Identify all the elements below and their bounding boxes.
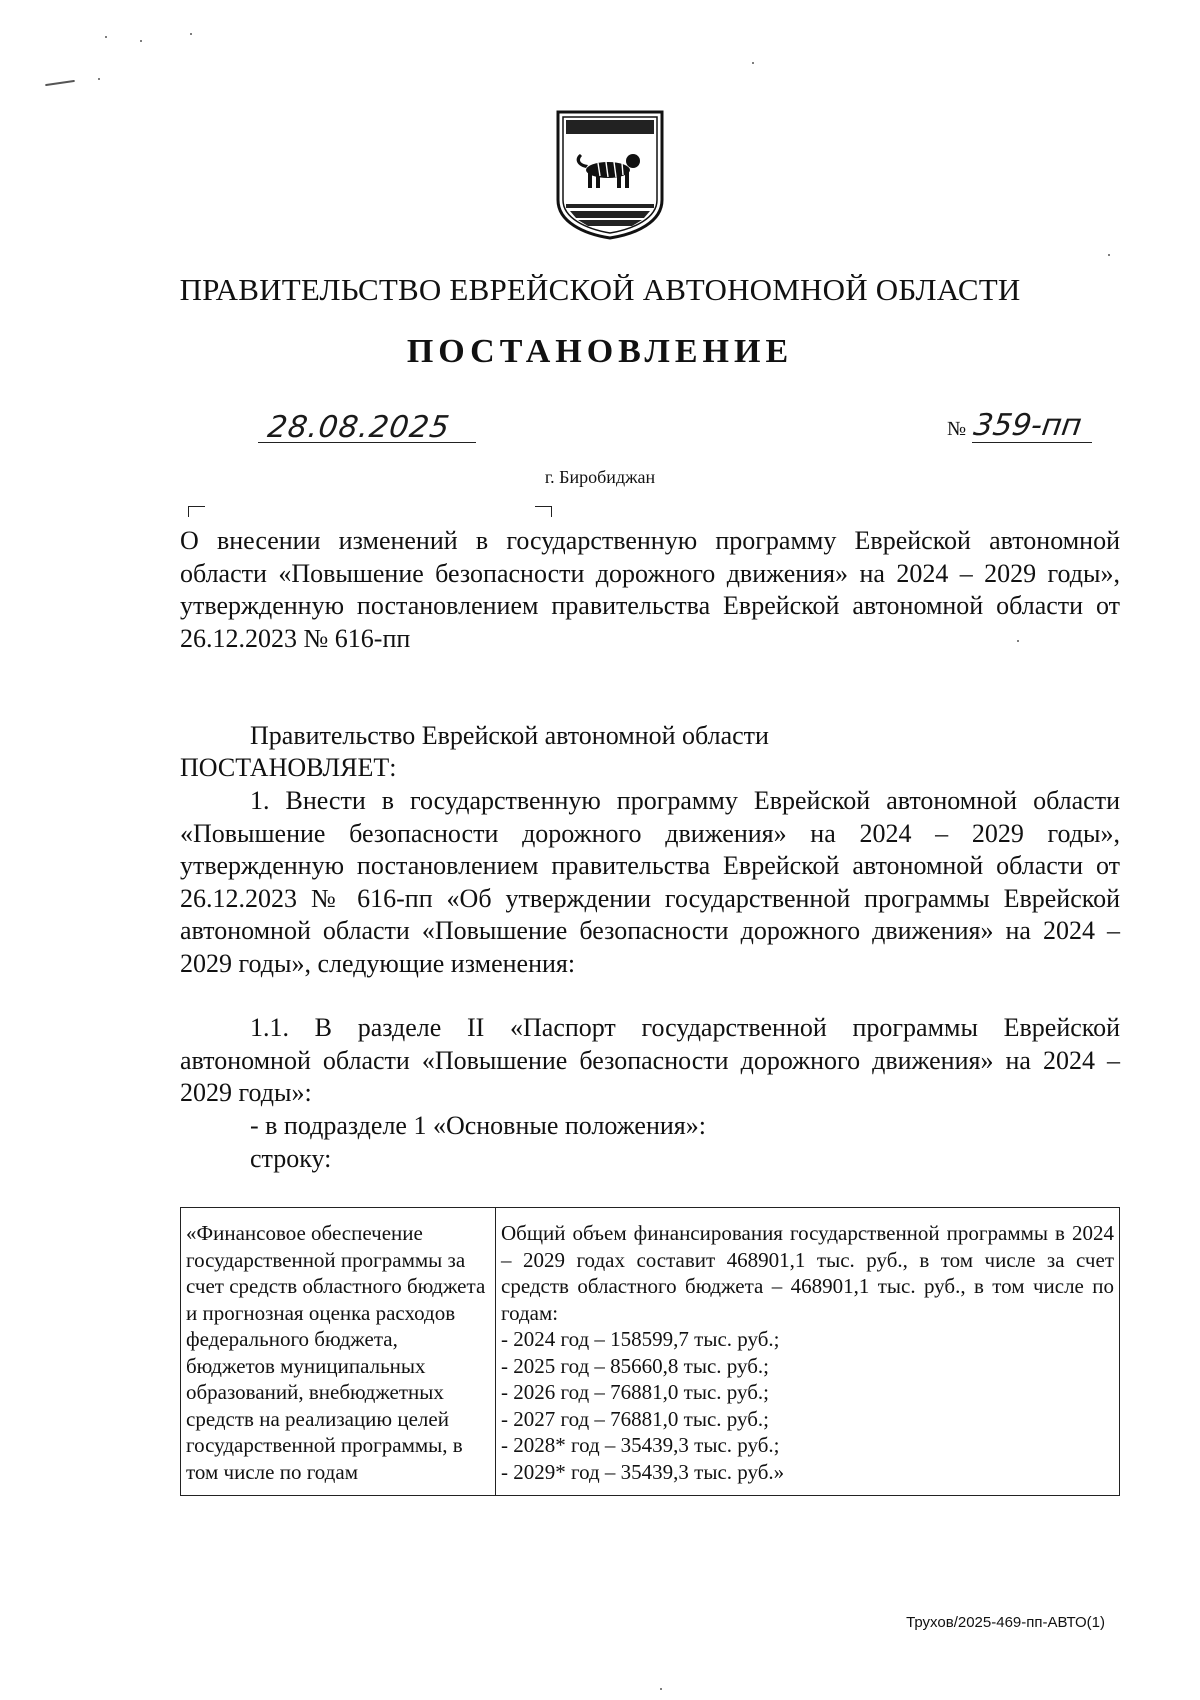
scan-speck bbox=[98, 78, 100, 80]
year-line: - 2026 год – 76881,0 тыс. руб.; bbox=[501, 1380, 769, 1404]
item-1-paragraph: 1. Внести в государственную программу Еврейской автономной области «Повышение безопасности дорожного движения» на 2024 – 2029 годы», утвержденную постановлением правительства Еврейской автономной области от 26.12.2023 № 616-пп «Об утверждении государственной программы Еврейской автономной области «Повышение безопасности дорожного движения» на 2024 – 2029 годы», следующие изменения: bbox=[180, 786, 1120, 978]
scan-speck bbox=[105, 36, 107, 38]
year-line: - 2024 год – 158599,7 тыс. руб.; bbox=[501, 1327, 780, 1351]
financing-table bbox=[180, 1207, 1120, 1496]
scan-speck bbox=[140, 40, 142, 42]
scan-speck bbox=[190, 33, 192, 35]
subject-bracket-left bbox=[188, 506, 205, 517]
year-line: - 2027 год – 76881,0 тыс. руб.; bbox=[501, 1406, 769, 1431]
number-label: № bbox=[947, 418, 967, 440]
financing-summary: Общий объем финансирования государственной программы в 2024 – 2029 годах составит 468901,1 тыс. руб., в том числе за счет средств областного бюджета – 468901,1 тыс. руб., в том числе по годам: bbox=[501, 1221, 1114, 1325]
organization-title: ПРАВИТЕЛЬСТВО ЕВРЕЙСКОЙ АВТОНОМНОЙ ОБЛАСТИ bbox=[179, 272, 1021, 307]
city-line: г. Биробиджан bbox=[544, 467, 656, 487]
body-decree: ПОСТАНОВЛЯЕТ: bbox=[180, 753, 397, 782]
subject-bracket-right bbox=[535, 506, 552, 517]
footer-code: Трухов/2025-469-пп-АВТО(1) bbox=[906, 1614, 1105, 1631]
year-line: - 2025 год – 85660,8 тыс. руб.; bbox=[501, 1353, 769, 1378]
subsection-line: - в подразделе 1 «Основные положения»: bbox=[250, 1111, 706, 1140]
row-label: строку: bbox=[250, 1144, 332, 1173]
year-line: - 2029* год – 35439,3 тыс. руб.» bbox=[501, 1459, 785, 1484]
document-subject: О внесении изменений в государственную программу Еврейской автономной области «Повышение безопасности дорожного движения» на 2024 – 2029 годы», утвержденную постановлением правительства Еврейской автономной области от 26.12.2023 № 616-пп bbox=[180, 526, 1120, 653]
table-cell-right bbox=[496, 1208, 1120, 1496]
scan-speck bbox=[660, 1688, 662, 1690]
handwritten-date: 28.08.2025 bbox=[265, 410, 453, 445]
date-underline bbox=[258, 442, 476, 443]
scan-speck bbox=[752, 62, 754, 64]
scan-speck bbox=[45, 80, 75, 86]
table-cell-left: «Финансовое обеспечение государственной программы за счет средств областного бюджета и прогнозная оценка расходов федерального бюджета, бюджетов муниципальных образований, внебюджетных средств на реализацию целей государственной программы, в том числе по годам bbox=[181, 1208, 496, 1496]
table-row bbox=[181, 1208, 1120, 1496]
document-type-title: ПОСТАНОВЛЕНИЕ bbox=[406, 333, 794, 370]
handwritten-number: 359-пп bbox=[971, 408, 1084, 443]
coat-of-arms-tiger-icon bbox=[554, 108, 666, 240]
number-underline bbox=[972, 442, 1092, 443]
year-line: - 2028* год – 35439,3 тыс. руб.; bbox=[501, 1433, 780, 1457]
item-1-1-paragraph: 1.1. В разделе II «Паспорт государственной программы Еврейской автономной области «Повышение безопасности дорожного движения» на 2024 – 2029 годы»: bbox=[180, 1013, 1120, 1107]
scan-speck bbox=[1108, 254, 1110, 256]
body-intro: Правительство Еврейской автономной области bbox=[250, 721, 769, 750]
